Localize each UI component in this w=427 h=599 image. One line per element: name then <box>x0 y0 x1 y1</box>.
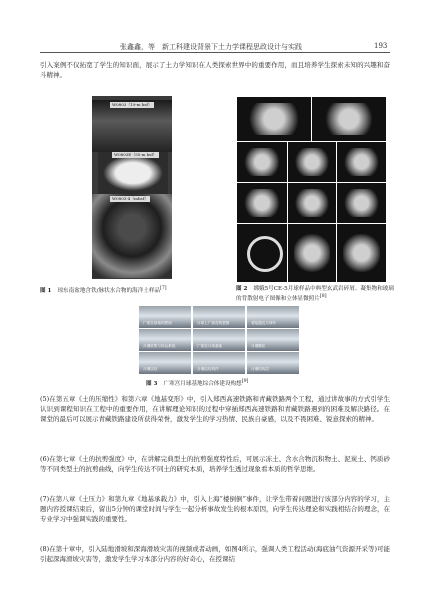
paragraph-8: (8)在第十章中，引入陆地滑坡和深海滑坡灾害的视频或者动画，如图4所示，强调人类工程活动(海底油气资源开采等)可能引起深海滑坡灾害等，激发学生学习本部分内容的好奇心，在授课结 <box>40 545 390 563</box>
header-rule <box>40 52 390 53</box>
figure-1-caption <box>40 285 210 295</box>
figure-3-caption <box>146 378 306 388</box>
figure-2-caption-text: 嫦娥5号CE-5月球样品中典型玄武岩碎屑、凝集物和玻璃的背散射电子图像和立体显微照片 <box>236 286 394 302</box>
figure-3-panel-5: 广寒宫月球基地 <box>197 344 223 348</box>
figure-3-image <box>138 305 300 373</box>
paragraph-7: (7)在第八章《土压力》和第九章《地基承载力》中，引入上海“楼倒倒”事件，让学生带着问题进行该部分内容的学习，主题内容授课结束后，留出5分钟的课堂时间与学生一起分析事故发生的根本原因，向学生传达理论和实践相结合的理念，在专业学习中强调实践的重要性。 <box>40 495 390 523</box>
figure-3-panel-3: 着陆器及月球车 <box>251 321 277 325</box>
figure-1-core-bottom <box>92 194 172 278</box>
figure-3-panel-1: 广寒宫基地构想图 <box>143 321 172 325</box>
figure-1-ref: [7] <box>160 286 167 291</box>
figure-3-caption-text: 广寒宫月球基地综合体建设构想 <box>163 380 242 387</box>
figure-2-number: 图 2 <box>236 286 248 292</box>
intro-paragraph: 引入案例不仅拓宽了学生的知识面，展示了土力学知识在人类探索世界中的重要作用，而且培养学生探索未知的兴趣和奋斗精神。 <box>40 61 390 79</box>
figure-1-label-2: W0803E（55-m bsf） <box>114 152 157 157</box>
figure-3-panel-9: 月壤结构层 <box>251 367 269 371</box>
figure-1-label-3: W0803-4（mbsf） <box>112 196 149 201</box>
page-number: 193 <box>374 42 388 50</box>
running-header: 张鑫鑫，等 新工科建设背景下土力学课程思政设计与实践 <box>120 43 302 51</box>
figure-2-caption <box>236 285 394 303</box>
figure-2-ref: [8] <box>319 294 327 299</box>
paragraph-6: (6)在第七章《土的抗剪强度》中，在讲解完典型土的抗剪强度特性后，可展示冻土、含水合物沉积物土、泥炭土、钙质砂等不同类型土的抗剪曲线，向学生传达不同土的研究本质，培养学生透过现象看本质的哲学思维。 <box>40 455 390 473</box>
figure-3-number: 图 3 <box>146 380 158 387</box>
figure-3-panel-2: 月球上广寒宫构想图 <box>197 321 230 325</box>
figure-1-core-middle <box>98 152 168 194</box>
paragraph-5: (5)在第五章《土的压缩性》和第六章《地基变形》中，引入郑西高速铁路和青藏铁路两个工程，通过讲故事的方式引学生认识到课程知识在工程中的重要作用，在讲解理论知识的过程中穿插郑西高速铁路和青藏铁路遇到的困难及解决路径。在课堂的最后可以展示青藏铁路建设所获得荣誉，激发学生的学习热情、民族自豪感，以及不畏困难、锐意探索的精神。 <box>40 395 390 423</box>
figure-1-label-1: W0803（19-m bsf） <box>112 102 152 107</box>
figure-1-caption-text: 琼东南盆地含铁/脉状水合物的海洋土样品 <box>57 287 161 294</box>
figure-3-panel-7: 月壤烧结 <box>143 367 158 371</box>
figure-3-panel-8: 月壤烧结构件 <box>197 367 219 371</box>
figure-2-image <box>236 96 386 281</box>
figure-3-panel-6: 月壤颗粒 <box>251 344 266 348</box>
figure-1-number: 图 1 <box>40 287 52 294</box>
figure-3-ref: [9] <box>241 379 249 384</box>
figure-3-panel-4: 月壤收集与转运系统 <box>143 344 176 348</box>
